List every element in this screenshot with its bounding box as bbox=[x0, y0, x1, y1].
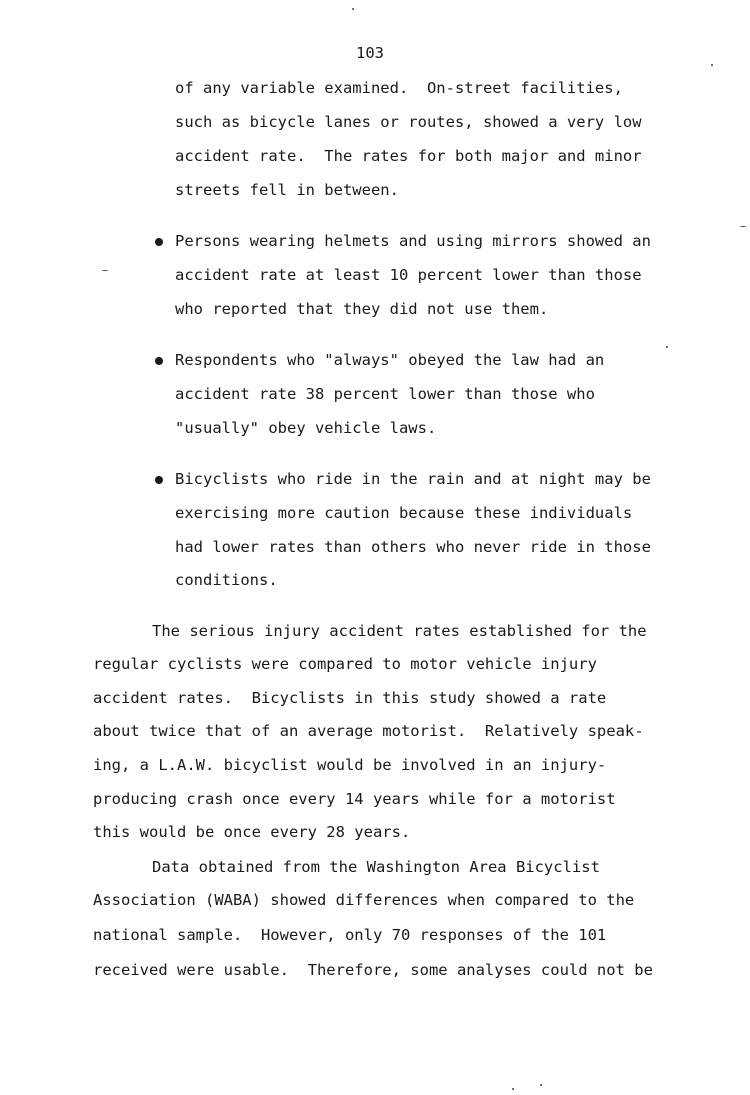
paragraph-line: Association (WABA) showed differences when compared to the bbox=[93, 891, 635, 909]
text-line: of any variable examined. On-street facilities, bbox=[175, 79, 623, 97]
bullet-text-line: who reported that they did not use them. bbox=[175, 300, 549, 318]
scan-speck bbox=[512, 1088, 514, 1090]
scan-speck bbox=[666, 346, 668, 348]
bullet-text-line: conditions. bbox=[175, 571, 278, 589]
page-number: 103 bbox=[356, 44, 384, 62]
scan-speck bbox=[102, 270, 108, 271]
text-line: such as bicycle lanes or routes, showed a very low bbox=[175, 113, 642, 131]
scan-speck bbox=[352, 8, 354, 10]
paragraph-line: this would be once every 28 years. bbox=[93, 823, 411, 841]
bullet-text-line: had lower rates than others who never ride in those bbox=[175, 538, 651, 556]
scan-speck bbox=[711, 64, 713, 66]
paragraph-line: ing, a L.A.W. bicyclist would be involved in an injury- bbox=[93, 756, 607, 774]
bullet-text-line: Bicyclists who ride in the rain and at night may be bbox=[175, 470, 651, 488]
bullet-text-line: Respondents who "always" obeyed the law had an bbox=[175, 351, 605, 369]
bullet-dot-icon bbox=[155, 357, 163, 365]
bullet-dot-icon bbox=[155, 238, 163, 246]
text-line: accident rate. The rates for both major and minor bbox=[175, 147, 642, 165]
paragraph-line: received were usable. Therefore, some analyses could not be bbox=[93, 961, 653, 979]
scan-speck bbox=[740, 226, 746, 227]
bullet-text-line: "usually" obey vehicle laws. bbox=[175, 419, 437, 437]
paragraph-line: national sample. However, only 70 responses of the 101 bbox=[93, 926, 607, 944]
bullet-text-line: Persons wearing helmets and using mirrors showed an bbox=[175, 232, 651, 250]
paragraph-line: Data obtained from the Washington Area Bicyclist bbox=[152, 858, 600, 876]
paragraph-line: about twice that of an average motorist. Relatively speak- bbox=[93, 722, 644, 740]
bullet-text-line: accident rate 38 percent lower than those who bbox=[175, 385, 595, 403]
paragraph-line: regular cyclists were compared to motor vehicle injury bbox=[93, 655, 597, 673]
bullet-text-line: accident rate at least 10 percent lower than those bbox=[175, 266, 642, 284]
scan-speck bbox=[540, 1084, 542, 1086]
paragraph-line: producing crash once every 14 years while for a motorist bbox=[93, 790, 616, 808]
text-line: streets fell in between. bbox=[175, 181, 399, 199]
paragraph-line: The serious injury accident rates established for the bbox=[152, 622, 647, 640]
bullet-text-line: exercising more caution because these individuals bbox=[175, 504, 633, 522]
bullet-dot-icon bbox=[155, 476, 163, 484]
paragraph-line: accident rates. Bicyclists in this study showed a rate bbox=[93, 689, 607, 707]
